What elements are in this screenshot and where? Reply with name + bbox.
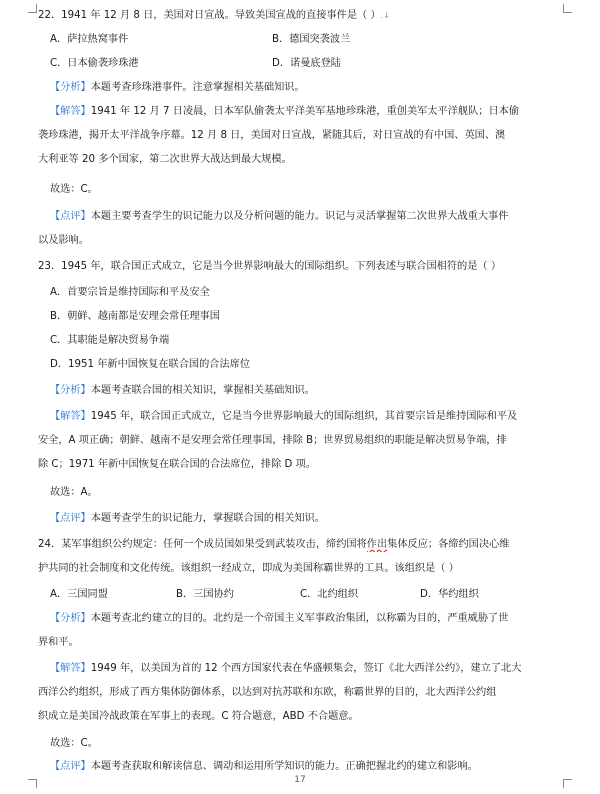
q24-option-c: C．北约组织 — [300, 589, 359, 600]
page-number: 17 — [294, 775, 306, 785]
q22-option-d: D．诺曼底登陆 — [272, 58, 341, 69]
q23-option-b: B．朝鲜、越南都是安理会常任理事国 — [50, 311, 220, 322]
q24-spellcheck-word: 作出 — [366, 539, 388, 550]
q23-answer-line-2: 安全，A 项正确；朝鲜、越南不是安理会常任理事国，排除 B；世界贸易组织的职能是解决贸易争端，排 — [38, 435, 507, 446]
q22-option-a: A．萨拉热窝事件 — [50, 34, 129, 45]
q22-answer-line-2: 袭珍珠港，揭开太平洋战争序幕。12 月 8 日，美国对日宣战，紧随其后，对日宣战的有中国、英国、澳 — [38, 130, 506, 141]
q23-option-c: C．其职能是解决贸易争端 — [50, 335, 170, 346]
q24-option-b: B．三国协约 — [176, 589, 234, 600]
q22-answer-line-3: 大利亚等 20 多个国家，第二次世界大战达到最大规模。 — [38, 154, 292, 165]
crop-mark-top-left — [28, 4, 37, 13]
q23-choice: 故选：A。 — [50, 487, 98, 498]
q23-analysis: 【分析】本题考查联合国的相关知识，掌握相关基础知识。 — [50, 385, 315, 396]
q22-option-c: C．日本偷袭珍珠港 — [50, 58, 139, 69]
crop-mark-top-right — [563, 4, 572, 13]
q24-choice: 故选：C。 — [50, 738, 98, 749]
q24-answer-line-3: 织成立是美国冷战政策在军事上的表现。C 符合题意，ABD 不合题意。 — [38, 711, 359, 722]
q24-option-d: D．华约组织 — [420, 589, 479, 600]
q24-comment: 【点评】本题考查获取和解读信息、调动和运用所学知识的能力。正确把握北约的建立和影响。 — [50, 761, 478, 772]
q23-comment: 【点评】本题考查学生的识记能力，掌握联合国的相关知识。 — [50, 513, 326, 524]
q23-option-d: D．1951 年新中国恢复在联合国的合法席位 — [50, 359, 251, 370]
q22-choice: 故选：C。 — [50, 184, 98, 195]
q22-option-b: B．德国突袭波兰 — [272, 34, 351, 45]
q24-answer-line-1: 【解答】1949 年，以美国为首的 12 个西方国家代表在华盛顿集会，签订《北大西洋公约》，建立了北大 — [50, 663, 522, 674]
q22-analysis: 【分析】本题考查珍珠港事件。注意掌握相关基础知识。 — [50, 82, 305, 93]
q24-analysis-line-2: 界和平。 — [38, 637, 79, 648]
q22-answer-line-1: 【解答】1941 年 12 月 7 日凌晨，日本军队偷袭太平洋美军基地珍珠港，重创美军太平洋舰队；日本偷 — [50, 106, 520, 117]
q23-answer-line-3: 除 C；1971 年新中国恢复在联合国的合法席位，排除 D 项。 — [38, 459, 316, 470]
q24-stem-line-1: 24．某军事组织公约规定：任何一个成员国如果受到武装攻击，缔约国将作出集体反应；各缔约国决心维 — [38, 539, 510, 550]
q24-analysis-line-1: 【分析】本题考查北约建立的目的。北约是一个帝国主义军事政治集团，以称霸为目的，严重威胁了世 — [50, 613, 509, 624]
q22-comment-line-2: 以及影响。 — [38, 235, 89, 246]
q24-stem-line-2: 护共同的社会制度和文化传统。该组织一经成立，即成为美国称霸世界的工具。该组织是（ ） — [38, 563, 459, 574]
q23-stem: 23．1945 年，联合国正式成立，它是当今世界影响最大的国际组织。下列表述与联合国相符的是（ ） — [38, 261, 502, 272]
q22-comment-line-1: 【点评】本题主要考查学生的识记能力以及分析问题的能力。识记与灵活掌握第二次世界大战重大事件 — [50, 211, 509, 222]
q23-option-a: A．首要宗旨是维持国际和平及安全 — [50, 287, 210, 298]
q22-stem: 22．1941 年 12 月 8 日，美国对日宣战。导致美国宣战的直接事件是（ ）.↓ — [38, 10, 390, 21]
q24-answer-line-2: 西洋公约组织，形成了西方集体防御体系，以达到对抗苏联和东欧，称霸世界的目的，北大西洋公约组 — [38, 687, 497, 698]
q23-answer-line-1: 【解答】1945 年，联合国正式成立，它是当今世界影响最大的国际组织，其首要宗旨是维持国际和平及 — [50, 411, 518, 422]
q24-option-a: A．三国同盟 — [50, 589, 108, 600]
